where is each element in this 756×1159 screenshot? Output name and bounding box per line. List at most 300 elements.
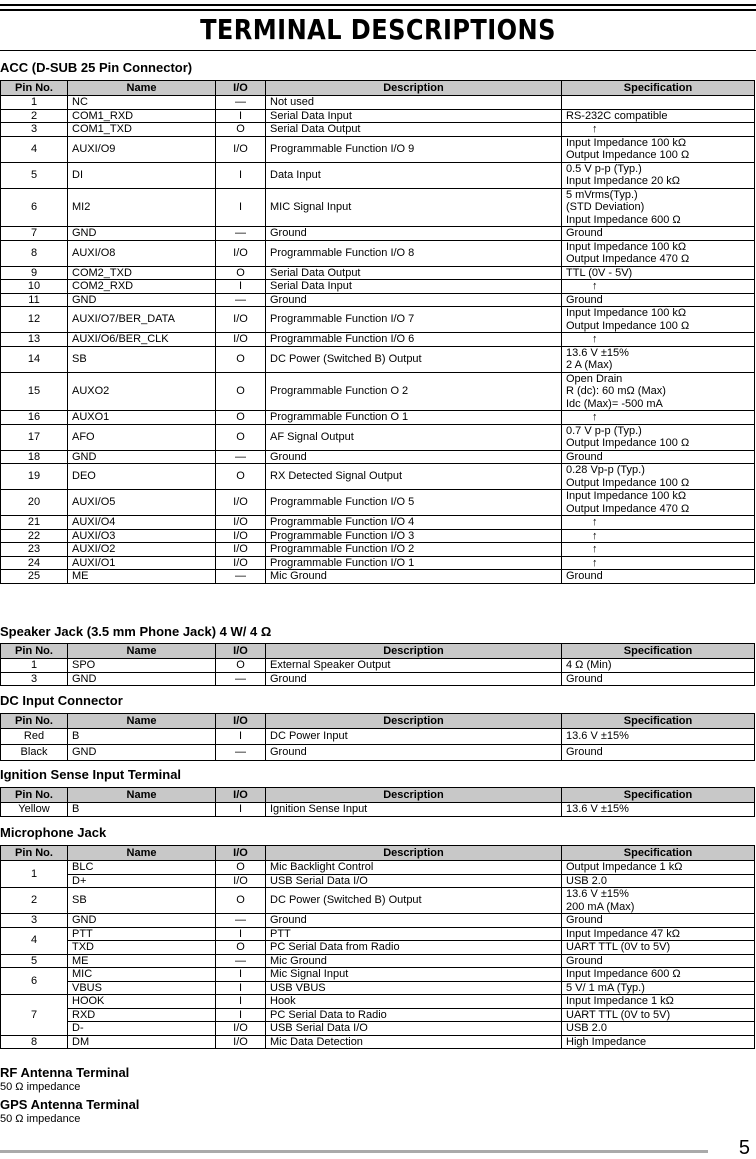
table-row	[1, 346, 755, 372]
pin-cell: 8	[1, 1035, 68, 1049]
table-row	[1, 516, 755, 530]
pin-cell: 6	[1, 188, 68, 227]
pin-cell: 24	[1, 556, 68, 570]
header-io: I/O	[216, 644, 266, 659]
description-cell: Programmable Function I/O 3	[266, 529, 562, 543]
spec-cell: 0.7 V p-p (Typ.) Output Impedance 100 Ω	[562, 424, 755, 450]
io-cell: O	[216, 941, 266, 955]
spec-cell: UART TTL (0V to 5V)	[562, 1008, 755, 1022]
io-cell: O	[216, 372, 266, 411]
spec-cell: Ground	[562, 745, 755, 761]
io-cell: I	[216, 188, 266, 227]
pin-cell: 3	[1, 914, 68, 928]
pin-cell: 12	[1, 307, 68, 333]
pin-cell: 13	[1, 333, 68, 347]
io-cell: I	[216, 995, 266, 1009]
spec-cell: 0.28 Vp-p (Typ.) Output Impedance 100 Ω	[562, 464, 755, 490]
page-title: TERMINAL DESCRIPTIONS	[200, 13, 556, 46]
table-row	[1, 464, 755, 490]
pin-cell: 15	[1, 372, 68, 411]
description-cell: Ground	[266, 672, 562, 686]
pin-cell: 3	[1, 123, 68, 137]
table-row	[1, 659, 755, 673]
description-cell: Mic Ground	[266, 570, 562, 584]
header-description: Description	[266, 81, 562, 96]
description-cell: Programmable Function O 1	[266, 411, 562, 425]
io-cell: I/O	[216, 874, 266, 888]
spec-cell: Input Impedance 47 kΩ	[562, 927, 755, 941]
pin-cell: 22	[1, 529, 68, 543]
name-cell: COM2_RXD	[68, 280, 216, 294]
mic-heading: Microphone Jack	[0, 825, 107, 840]
name-cell: MIC	[68, 968, 216, 982]
description-cell: Ground	[266, 745, 562, 761]
pin-cell: 21	[1, 516, 68, 530]
spec-cell: High Impedance	[562, 1035, 755, 1049]
header-name: Name	[68, 81, 216, 96]
dc-heading: DC Input Connector	[0, 693, 123, 708]
description-cell: External Speaker Output	[266, 659, 562, 673]
io-cell: O	[216, 659, 266, 673]
mic-table	[0, 845, 755, 1049]
table-row	[1, 424, 755, 450]
io-cell: I	[216, 109, 266, 123]
io-cell: —	[216, 293, 266, 307]
io-cell: O	[216, 411, 266, 425]
spec-cell: Input Impedance 100 kΩ Output Impedance 470 Ω	[562, 240, 755, 266]
spec-cell: ↑	[562, 543, 755, 557]
table-row	[1, 411, 755, 425]
pin-cell: 17	[1, 424, 68, 450]
table-row	[1, 227, 755, 241]
pin-cell: 4	[1, 136, 68, 162]
io-cell: I	[216, 162, 266, 188]
description-cell: USB Serial Data I/O	[266, 874, 562, 888]
name-cell: AFO	[68, 424, 216, 450]
name-cell: NC	[68, 96, 216, 110]
pin-cell: 18	[1, 450, 68, 464]
spec-cell: Output Impedance 1 kΩ	[562, 861, 755, 875]
table-row	[1, 995, 755, 1009]
io-cell: I	[216, 1008, 266, 1022]
description-cell: Not used	[266, 96, 562, 110]
table-row	[1, 672, 755, 686]
pin-cell: 1	[1, 659, 68, 673]
pin-cell: 23	[1, 543, 68, 557]
name-cell: AUXI/O1	[68, 556, 216, 570]
spec-cell: Ground	[562, 450, 755, 464]
spec-cell: 5 mVrms(Typ.) (STD Deviation) Input Impedance 600 Ω	[562, 188, 755, 227]
spec-cell: 5 V/ 1 mA (Typ.)	[562, 981, 755, 995]
pin-cell: Yellow	[1, 803, 68, 817]
header-io: I/O	[216, 714, 266, 729]
io-cell: O	[216, 888, 266, 914]
name-cell: ME	[68, 954, 216, 968]
table-row	[1, 188, 755, 227]
io-cell: —	[216, 745, 266, 761]
io-cell: —	[216, 96, 266, 110]
pin-cell: 19	[1, 464, 68, 490]
io-cell: O	[216, 424, 266, 450]
io-cell: I	[216, 803, 266, 817]
table-row	[1, 941, 755, 955]
table-row	[1, 123, 755, 137]
io-cell: I/O	[216, 556, 266, 570]
header-pin: Pin No.	[1, 846, 68, 861]
header-name: Name	[68, 788, 216, 803]
io-cell: I	[216, 927, 266, 941]
description-cell: Mic Ground	[266, 954, 562, 968]
io-cell: O	[216, 266, 266, 280]
spec-cell: 13.6 V ±15% 200 mA (Max)	[562, 888, 755, 914]
spec-cell: 13.6 V ±15%	[562, 729, 755, 745]
pin-cell: 6	[1, 968, 68, 995]
ignition-heading: Ignition Sense Input Terminal	[0, 767, 182, 782]
name-cell: AUXI/O3	[68, 529, 216, 543]
name-cell: AUXO2	[68, 372, 216, 411]
header-description: Description	[266, 644, 562, 659]
name-cell: COM1_TXD	[68, 123, 216, 137]
header-spec: Specification	[562, 846, 755, 861]
spec-cell: Ground	[562, 672, 755, 686]
io-cell: I/O	[216, 307, 266, 333]
table-row	[1, 293, 755, 307]
header-row	[1, 788, 755, 803]
header-description: Description	[266, 788, 562, 803]
table-row	[1, 1008, 755, 1022]
spec-cell: Input Impedance 100 kΩ Output Impedance 470 Ω	[562, 490, 755, 516]
description-cell: Mic Backlight Control	[266, 861, 562, 875]
description-cell: PTT	[266, 927, 562, 941]
table-row	[1, 543, 755, 557]
io-cell: I/O	[216, 529, 266, 543]
io-cell: I	[216, 729, 266, 745]
name-cell: AUXI/O8	[68, 240, 216, 266]
description-cell: USB VBUS	[266, 981, 562, 995]
pin-cell: 7	[1, 995, 68, 1036]
pin-cell: 11	[1, 293, 68, 307]
spec-cell: USB 2.0	[562, 874, 755, 888]
pin-cell: 7	[1, 227, 68, 241]
spec-cell: ↑	[562, 529, 755, 543]
spec-cell: Ground	[562, 570, 755, 584]
spec-cell: 4 Ω (Min)	[562, 659, 755, 673]
pin-cell: 3	[1, 672, 68, 686]
name-cell: AUXI/O2	[68, 543, 216, 557]
name-cell: GND	[68, 227, 216, 241]
table-row	[1, 874, 755, 888]
table-row	[1, 109, 755, 123]
spec-cell: ↑	[562, 333, 755, 347]
name-cell: GND	[68, 914, 216, 928]
description-cell: DC Power (Switched B) Output	[266, 888, 562, 914]
description-cell: RX Detected Signal Output	[266, 464, 562, 490]
top-rule-2	[0, 9, 756, 11]
header-spec: Specification	[562, 788, 755, 803]
description-cell: Programmable Function I/O 8	[266, 240, 562, 266]
io-cell: I/O	[216, 240, 266, 266]
name-cell: AUXI/O4	[68, 516, 216, 530]
io-cell: —	[216, 914, 266, 928]
table-row	[1, 1035, 755, 1049]
name-cell: ME	[68, 570, 216, 584]
speaker-heading: Speaker Jack (3.5 mm Phone Jack) 4 W/ 4 Ω	[0, 624, 272, 639]
pin-cell: 2	[1, 109, 68, 123]
name-cell: BLC	[68, 861, 216, 875]
io-cell: I/O	[216, 543, 266, 557]
header-name: Name	[68, 714, 216, 729]
table-row	[1, 307, 755, 333]
pin-cell: 25	[1, 570, 68, 584]
header-description: Description	[266, 714, 562, 729]
name-cell: RXD	[68, 1008, 216, 1022]
io-cell: I/O	[216, 1022, 266, 1036]
description-cell: Ground	[266, 450, 562, 464]
description-cell: DC Power Input	[266, 729, 562, 745]
table-row	[1, 968, 755, 982]
description-cell: Mic Data Detection	[266, 1035, 562, 1049]
name-cell: GND	[68, 672, 216, 686]
table-row	[1, 266, 755, 280]
spec-cell: ↑	[562, 556, 755, 570]
spec-cell: ↑	[562, 516, 755, 530]
io-cell: O	[216, 123, 266, 137]
page-number: 5	[738, 1137, 750, 1159]
description-cell: Programmable Function I/O 2	[266, 543, 562, 557]
table-row	[1, 372, 755, 411]
header-row	[1, 81, 755, 96]
spec-cell: Input Impedance 1 kΩ	[562, 995, 755, 1009]
pin-cell: 8	[1, 240, 68, 266]
header-pin: Pin No.	[1, 788, 68, 803]
io-cell: —	[216, 672, 266, 686]
name-cell: TXD	[68, 941, 216, 955]
table-row	[1, 529, 755, 543]
name-cell: HOOK	[68, 995, 216, 1009]
spec-cell: Ground	[562, 954, 755, 968]
io-cell: I	[216, 968, 266, 982]
spec-cell	[562, 96, 755, 110]
spec-cell: Input Impedance 100 kΩ Output Impedance 100 Ω	[562, 136, 755, 162]
pin-cell: 9	[1, 266, 68, 280]
name-cell: SPO	[68, 659, 216, 673]
name-cell: B	[68, 803, 216, 817]
table-row	[1, 888, 755, 914]
header-io: I/O	[216, 846, 266, 861]
table-row	[1, 96, 755, 110]
table-row	[1, 954, 755, 968]
description-cell: PC Serial Data to Radio	[266, 1008, 562, 1022]
name-cell: GND	[68, 450, 216, 464]
description-cell: Ignition Sense Input	[266, 803, 562, 817]
gps-heading: GPS Antenna Terminal	[0, 1097, 140, 1112]
table-row	[1, 803, 755, 817]
name-cell: AUXI/O5	[68, 490, 216, 516]
spec-cell: ↑	[562, 280, 755, 294]
description-cell: Programmable Function I/O 4	[266, 516, 562, 530]
footer-rule	[0, 1150, 708, 1153]
name-cell: DEO	[68, 464, 216, 490]
header-pin: Pin No.	[1, 644, 68, 659]
table-row	[1, 1022, 755, 1036]
table-row	[1, 861, 755, 875]
description-cell: Ground	[266, 227, 562, 241]
spec-cell: Ground	[562, 914, 755, 928]
io-cell: O	[216, 346, 266, 372]
header-spec: Specification	[562, 644, 755, 659]
table-row	[1, 570, 755, 584]
io-cell: —	[216, 227, 266, 241]
rf-heading: RF Antenna Terminal	[0, 1065, 130, 1080]
io-cell: I/O	[216, 490, 266, 516]
name-cell: D+	[68, 874, 216, 888]
table-row	[1, 162, 755, 188]
spec-cell: Ground	[562, 227, 755, 241]
header-io: I/O	[216, 81, 266, 96]
pin-cell: 4	[1, 927, 68, 954]
header-row	[1, 714, 755, 729]
description-cell: PC Serial Data from Radio	[266, 941, 562, 955]
description-cell: Programmable Function I/O 5	[266, 490, 562, 516]
description-cell: Data Input	[266, 162, 562, 188]
io-cell: —	[216, 450, 266, 464]
spec-cell: 13.6 V ±15% 2 A (Max)	[562, 346, 755, 372]
name-cell: DM	[68, 1035, 216, 1049]
spec-cell: Input Impedance 100 kΩ Output Impedance 100 Ω	[562, 307, 755, 333]
name-cell: AUXI/O6/BER_CLK	[68, 333, 216, 347]
spec-cell: UART TTL (0V to 5V)	[562, 941, 755, 955]
name-cell: COM1_RXD	[68, 109, 216, 123]
gps-note: 50 Ω impedance	[0, 1113, 81, 1125]
header-spec: Specification	[562, 714, 755, 729]
description-cell: Mic Signal Input	[266, 968, 562, 982]
description-cell: AF Signal Output	[266, 424, 562, 450]
speaker-table	[0, 643, 755, 686]
io-cell: —	[216, 954, 266, 968]
ignition-table	[0, 787, 755, 817]
header-pin: Pin No.	[1, 81, 68, 96]
name-cell: AUXI/O9	[68, 136, 216, 162]
table-row	[1, 450, 755, 464]
pin-cell: 1	[1, 96, 68, 110]
header-description: Description	[266, 846, 562, 861]
pin-cell: 10	[1, 280, 68, 294]
spec-cell: ↑	[562, 123, 755, 137]
spec-cell: 0.5 V p-p (Typ.) Input Impedance 20 kΩ	[562, 162, 755, 188]
io-cell: O	[216, 861, 266, 875]
spec-cell: Input Impedance 600 Ω	[562, 968, 755, 982]
name-cell: DI	[68, 162, 216, 188]
description-cell: Serial Data Input	[266, 109, 562, 123]
pin-cell: 5	[1, 162, 68, 188]
io-cell: I/O	[216, 333, 266, 347]
io-cell: I/O	[216, 1035, 266, 1049]
spec-cell: TTL (0V - 5V)	[562, 266, 755, 280]
description-cell: Programmable Function I/O 9	[266, 136, 562, 162]
description-cell: MIC Signal Input	[266, 188, 562, 227]
header-name: Name	[68, 846, 216, 861]
table-row	[1, 333, 755, 347]
top-rule	[0, 4, 756, 6]
spec-cell: 13.6 V ±15%	[562, 803, 755, 817]
name-cell: AUXO1	[68, 411, 216, 425]
spec-cell: USB 2.0	[562, 1022, 755, 1036]
description-cell: Serial Data Output	[266, 123, 562, 137]
header-pin: Pin No.	[1, 714, 68, 729]
table-row	[1, 136, 755, 162]
description-cell: Programmable Function I/O 7	[266, 307, 562, 333]
pin-cell: 5	[1, 954, 68, 968]
spec-cell: RS-232C compatible	[562, 109, 755, 123]
header-spec: Specification	[562, 81, 755, 96]
header-row	[1, 644, 755, 659]
pin-cell: Black	[1, 745, 68, 761]
pin-cell: 20	[1, 490, 68, 516]
dc-table	[0, 713, 755, 761]
table-row	[1, 556, 755, 570]
name-cell: SB	[68, 888, 216, 914]
name-cell: GND	[68, 293, 216, 307]
name-cell: AUXI/O7/BER_DATA	[68, 307, 216, 333]
spec-cell: ↑	[562, 411, 755, 425]
header-name: Name	[68, 644, 216, 659]
name-cell: MI2	[68, 188, 216, 227]
rf-note: 50 Ω impedance	[0, 1081, 81, 1093]
description-cell: DC Power (Switched B) Output	[266, 346, 562, 372]
name-cell: GND	[68, 745, 216, 761]
acc-heading: ACC (D-SUB 25 Pin Connector)	[0, 60, 193, 75]
table-row	[1, 927, 755, 941]
spec-cell: Open Drain R (dc): 60 mΩ (Max) Idc (Max)= -500 mA	[562, 372, 755, 411]
pin-cell: Red	[1, 729, 68, 745]
io-cell: —	[216, 570, 266, 584]
io-cell: I/O	[216, 136, 266, 162]
io-cell: I	[216, 981, 266, 995]
description-cell: USB Serial Data I/O	[266, 1022, 562, 1036]
name-cell: COM2_TXD	[68, 266, 216, 280]
description-cell: Serial Data Input	[266, 280, 562, 294]
spec-cell: Ground	[562, 293, 755, 307]
header-io: I/O	[216, 788, 266, 803]
name-cell: PTT	[68, 927, 216, 941]
pin-cell: 2	[1, 888, 68, 914]
io-cell: I	[216, 280, 266, 294]
table-row	[1, 745, 755, 761]
description-cell: Programmable Function O 2	[266, 372, 562, 411]
header-row	[1, 846, 755, 861]
description-cell: Hook	[266, 995, 562, 1009]
description-cell: Programmable Function I/O 6	[266, 333, 562, 347]
pin-cell: 16	[1, 411, 68, 425]
title-rule	[0, 50, 756, 51]
description-cell: Serial Data Output	[266, 266, 562, 280]
name-cell: B	[68, 729, 216, 745]
io-cell: O	[216, 464, 266, 490]
acc-table	[0, 80, 755, 584]
table-row	[1, 729, 755, 745]
name-cell: D-	[68, 1022, 216, 1036]
description-cell: Ground	[266, 293, 562, 307]
table-row	[1, 280, 755, 294]
name-cell: SB	[68, 346, 216, 372]
pin-cell: 14	[1, 346, 68, 372]
table-row	[1, 490, 755, 516]
io-cell: I/O	[216, 516, 266, 530]
table-row	[1, 981, 755, 995]
table-row	[1, 240, 755, 266]
pin-cell: 1	[1, 861, 68, 888]
description-cell: Programmable Function I/O 1	[266, 556, 562, 570]
